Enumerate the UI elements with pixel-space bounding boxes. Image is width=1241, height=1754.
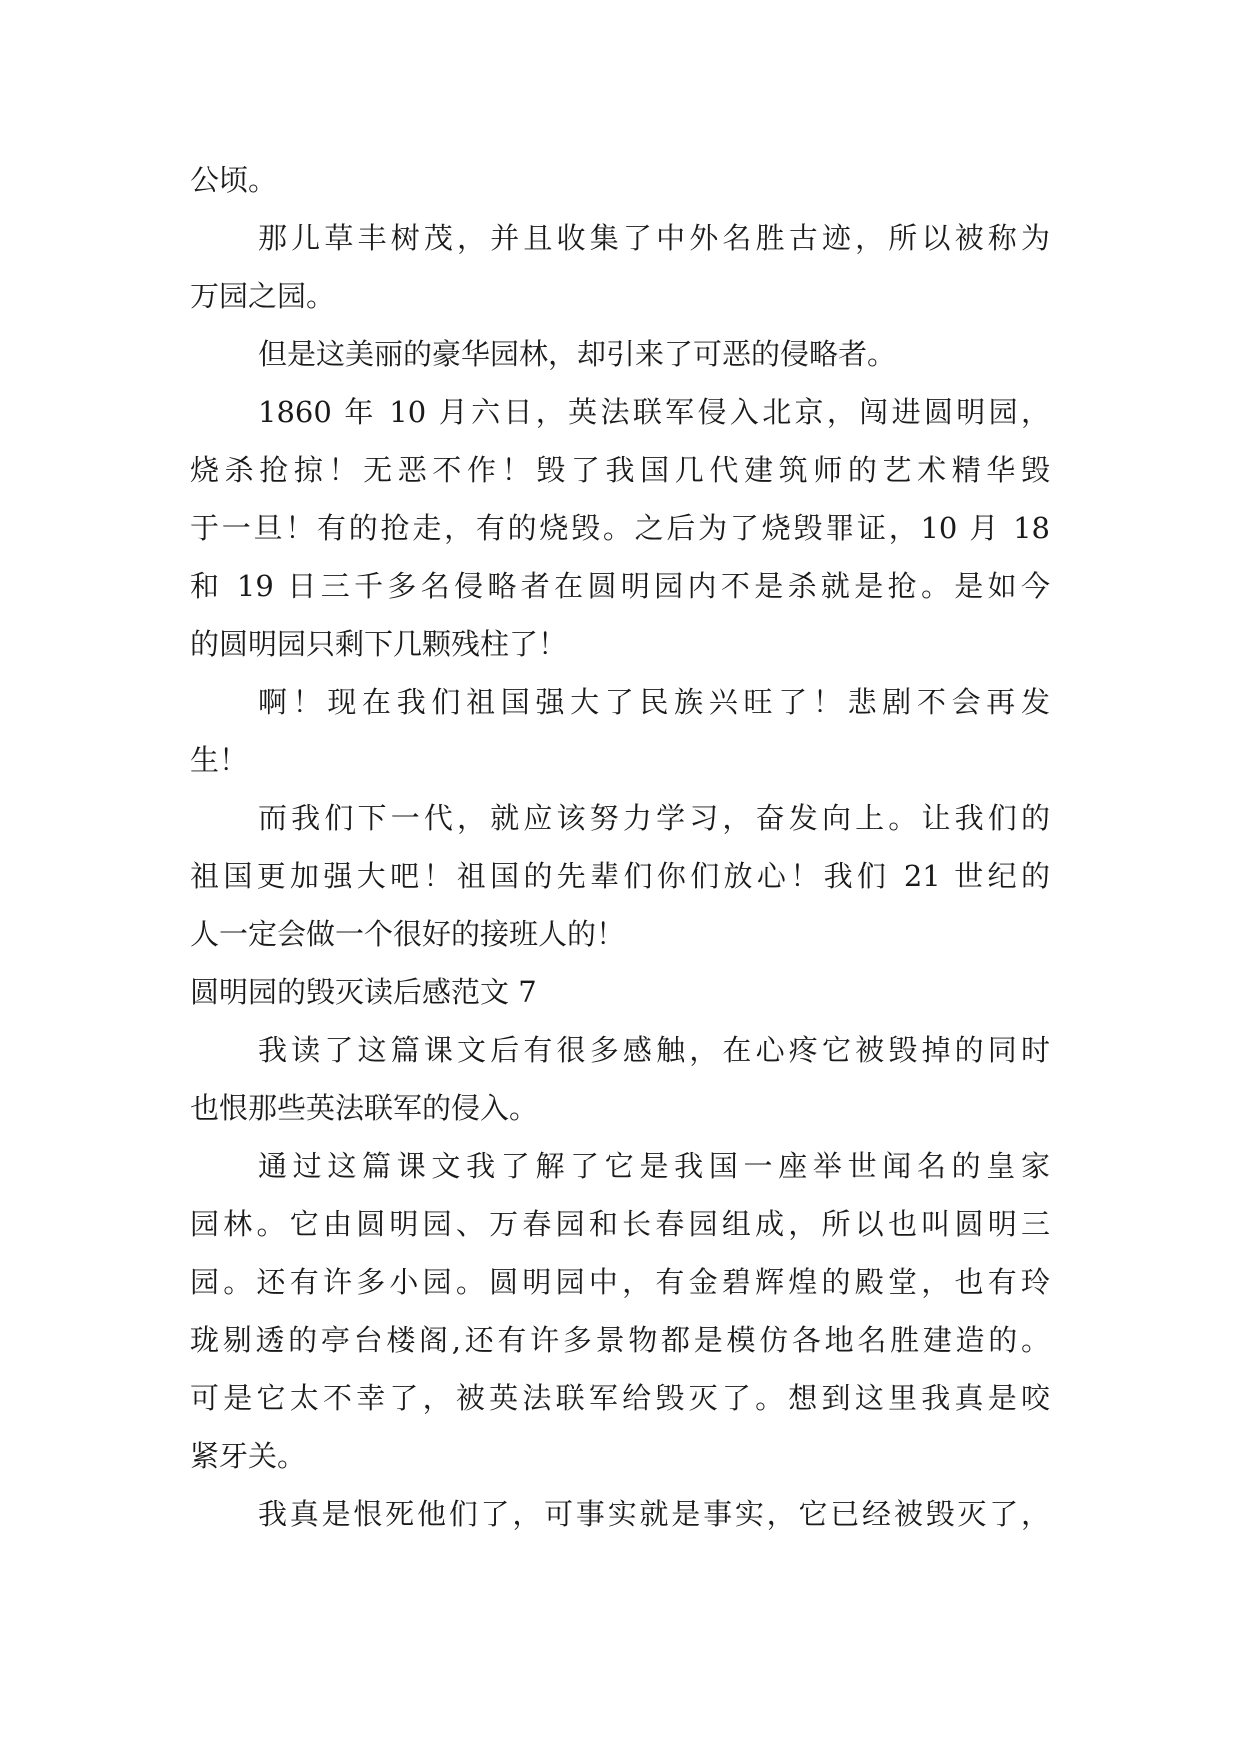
text-line-14: 人一定会做一个很好的接班人的！ — [190, 917, 626, 951]
text-line-18: 通过这篇课文我了解了它是我国一座举世闻名的皇家 — [258, 1149, 1050, 1183]
text-line-6: 烧杀抢掠！无恶不作！毁了我国几代建筑师的艺术精华毁 — [190, 453, 1050, 487]
text-line-17: 也恨那些英法联军的侵入。 — [190, 1091, 539, 1125]
text-line-8: 和 19 日三千多名侵略者在圆明园内不是杀就是抢。是如今 — [190, 569, 1050, 603]
text-line-7: 于一旦！有的抢走，有的烧毁。之后为了烧毁罪证，10 月 18 — [190, 511, 1050, 545]
text-line-23: 紧牙关。 — [190, 1439, 307, 1473]
text-line-5: 1860 年 10 月六日，英法联军侵入北京，闯进圆明园， — [258, 395, 1050, 429]
text-line-1: 公顷。 — [190, 163, 278, 197]
text-line-4: 但是这美丽的豪华园林，却引来了可恶的侵略者。 — [258, 337, 897, 371]
section-heading: 圆明园的毁灭读后感范文 7 — [190, 975, 537, 1009]
text-line-20: 园。还有许多小园。圆明园中，有金碧辉煌的殿堂，也有玲 — [190, 1265, 1050, 1299]
text-line-16: 我读了这篇课文后有很多感触，在心疼它被毁掉的同时 — [258, 1033, 1050, 1067]
text-line-13: 祖国更加强大吧！祖国的先辈们你们放心！我们 21 世纪的 — [190, 859, 1050, 893]
text-line-22: 可是它太不幸了，被英法联军给毁灭了。想到这里我真是咬 — [190, 1381, 1050, 1415]
text-line-24: 我真是恨死他们了，可事实就是事实，它已经被毁灭了， — [258, 1497, 1050, 1531]
text-line-12: 而我们下一代，就应该努力学习，奋发向上。让我们的 — [258, 801, 1050, 835]
text-line-9: 的圆明园只剩下几颗残柱了！ — [190, 627, 568, 661]
text-line-19: 园林。它由圆明园、万春园和长春园组成，所以也叫圆明三 — [190, 1207, 1050, 1241]
text-line-10: 啊！现在我们祖国强大了民族兴旺了！悲剧不会再发 — [258, 685, 1050, 719]
text-line-11: 生！ — [190, 743, 249, 777]
text-line-3: 万园之园。 — [190, 279, 336, 313]
text-line-21: 珑剔透的亭台楼阁,还有许多景物都是模仿各地名胜建造的。 — [190, 1323, 1050, 1357]
text-line-2: 那儿草丰树茂，并且收集了中外名胜古迹，所以被称为 — [258, 221, 1050, 255]
